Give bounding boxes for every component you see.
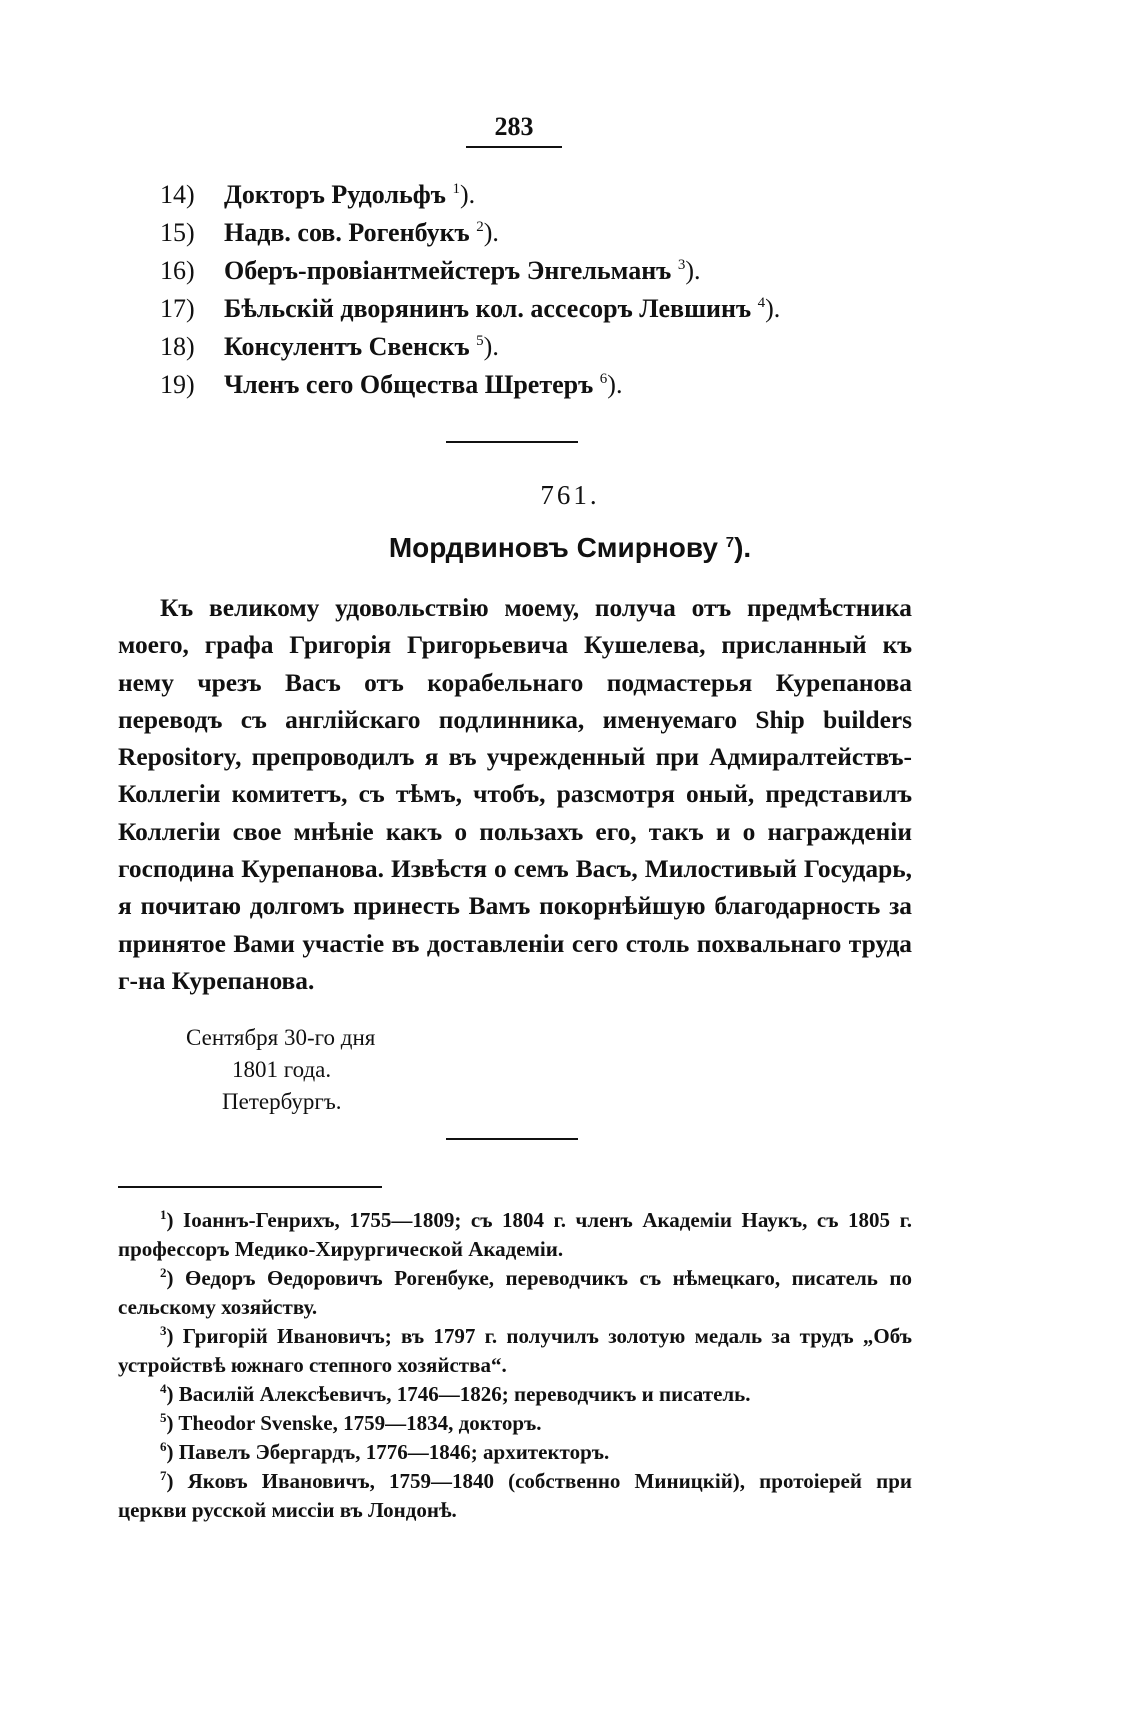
closing-paren: ).	[685, 256, 701, 285]
footnote-text: ) Павелъ Эбергардъ, 1776—1846; архитекторъ.	[166, 1440, 610, 1464]
item-number: 18)	[160, 332, 195, 361]
member-name: Надв. сов. Рогенбукъ	[224, 218, 470, 247]
list-item	[160, 366, 960, 404]
footnote-text: ) Іоаннъ-Генрихъ, 1755—1809; съ 1804 г. членъ Академіи Наукъ, съ 1805 г. профессоръ Медико-Хирургической Академіи.	[118, 1208, 912, 1261]
list-item	[160, 176, 960, 214]
year-line: 1801 года.	[232, 1057, 332, 1082]
item-number: 16)	[160, 256, 195, 285]
list-item	[160, 214, 960, 252]
list-item	[160, 252, 960, 290]
footnote-text: ) Theodor Svenske, 1759—1834, докторъ.	[166, 1411, 542, 1435]
footnote	[118, 1438, 912, 1467]
item-number: 17)	[160, 294, 195, 323]
title-text: Мордвиновъ Смирнову	[388, 532, 718, 563]
dateline	[186, 1022, 375, 1118]
item-number: 14)	[160, 180, 195, 209]
footnote	[118, 1206, 912, 1264]
letter-body: Къ великому удовольствію моему, получа отъ предмѣстника моего, графа Григорія Григорьевича Кушелева, присланный къ нему чрезъ Васъ отъ корабельнаго подмастерья Курепанова переводъ съ англійскаго подлинника, именуемаго Ship builders Repository, препроводилъ я въ учрежденный при Адмиралтействъ-Коллегіи комитетъ, съ тѣмъ, чтобъ, разсмотря оный, представилъ Коллегіи свое мнѣніе какъ о пользахъ его, такъ и о награжденіи господина Курепанова. Извѣстя о семъ Васъ, Милостивый Государь, я почитаю долгомъ принесть Вамъ покорнѣйшую благодарность за принятое Вами участіе въ доставленіи сего столь похвальнаго труда г-на Курепанова.	[118, 594, 912, 995]
footnote-text: ) Яковъ Ивановичъ, 1759—1840 (собственно Миницкій), протоіерей при церкви русской миссіи въ Лондонѣ.	[118, 1469, 912, 1522]
footnote-ref: 7	[725, 534, 735, 551]
footnote-mark: 3	[160, 1323, 167, 1338]
closing-paren: ).	[459, 180, 476, 209]
member-name: Бѣльскій дворянинъ кол. ассесоръ Левшинъ	[224, 294, 752, 323]
closing-paren: ).	[607, 370, 623, 399]
footnote-text: ) Григорій Ивановичъ; въ 1797 г. получилъ золотую медаль за трудъ „Объ устройствѣ южнаго степного хозяйства“.	[118, 1324, 912, 1377]
section-divider	[446, 441, 578, 443]
member-name: Членъ сего Общества Шретеръ	[224, 370, 594, 399]
document-title	[0, 532, 1140, 564]
member-name: Консулентъ Свенскъ	[224, 332, 470, 361]
page-number: 283	[466, 112, 562, 148]
footnote	[118, 1467, 912, 1525]
footnote-ref: 5	[476, 333, 484, 349]
footnote-ref: 3	[677, 257, 686, 273]
footnote-mark: 5	[160, 1410, 167, 1425]
section-divider	[446, 1138, 578, 1140]
footnote	[118, 1380, 912, 1409]
closing-paren: ).	[765, 294, 781, 323]
footnote-mark: 4	[160, 1381, 167, 1396]
footnote-mark: 6	[160, 1439, 167, 1454]
footnote-mark: 2	[160, 1265, 167, 1280]
footnote-text: ) Василій Алексѣевичъ, 1746—1826; переводчикъ и писатель.	[166, 1382, 751, 1406]
place-line: Петербургъ.	[222, 1089, 342, 1114]
member-name: Докторъ Рудольфъ	[224, 180, 446, 209]
closing-paren: ).	[483, 218, 499, 247]
footnote-mark: 1	[160, 1207, 167, 1222]
item-number: 19)	[160, 370, 195, 399]
footnote	[118, 1409, 912, 1438]
footnote-ref: 4	[757, 295, 766, 311]
footnote-ref: 1	[452, 181, 460, 197]
footnote-ref: 2	[476, 219, 484, 235]
footnote-divider	[118, 1186, 382, 1188]
item-number: 15)	[160, 218, 195, 247]
member-name: Оберъ-провіантмейстеръ Энгельманъ	[224, 256, 672, 285]
footnote	[118, 1322, 912, 1380]
footnote	[118, 1264, 912, 1322]
document-number: 761.	[540, 480, 600, 510]
closing-paren: ).	[734, 532, 752, 563]
footnote-ref: 6	[599, 371, 608, 387]
member-list	[160, 176, 960, 404]
list-item	[160, 328, 960, 366]
closing-paren: ).	[483, 332, 499, 361]
date-line: Сентября 30-го дня	[186, 1025, 376, 1050]
footnote-mark: 7	[160, 1468, 167, 1483]
list-item	[160, 290, 960, 328]
footnote-text: ) Өедоръ Өедоровичъ Рогенбуке, переводчикъ съ нѣмецкаго, писатель по сельскому хозяйству.	[118, 1266, 912, 1319]
footnotes	[118, 1206, 912, 1525]
